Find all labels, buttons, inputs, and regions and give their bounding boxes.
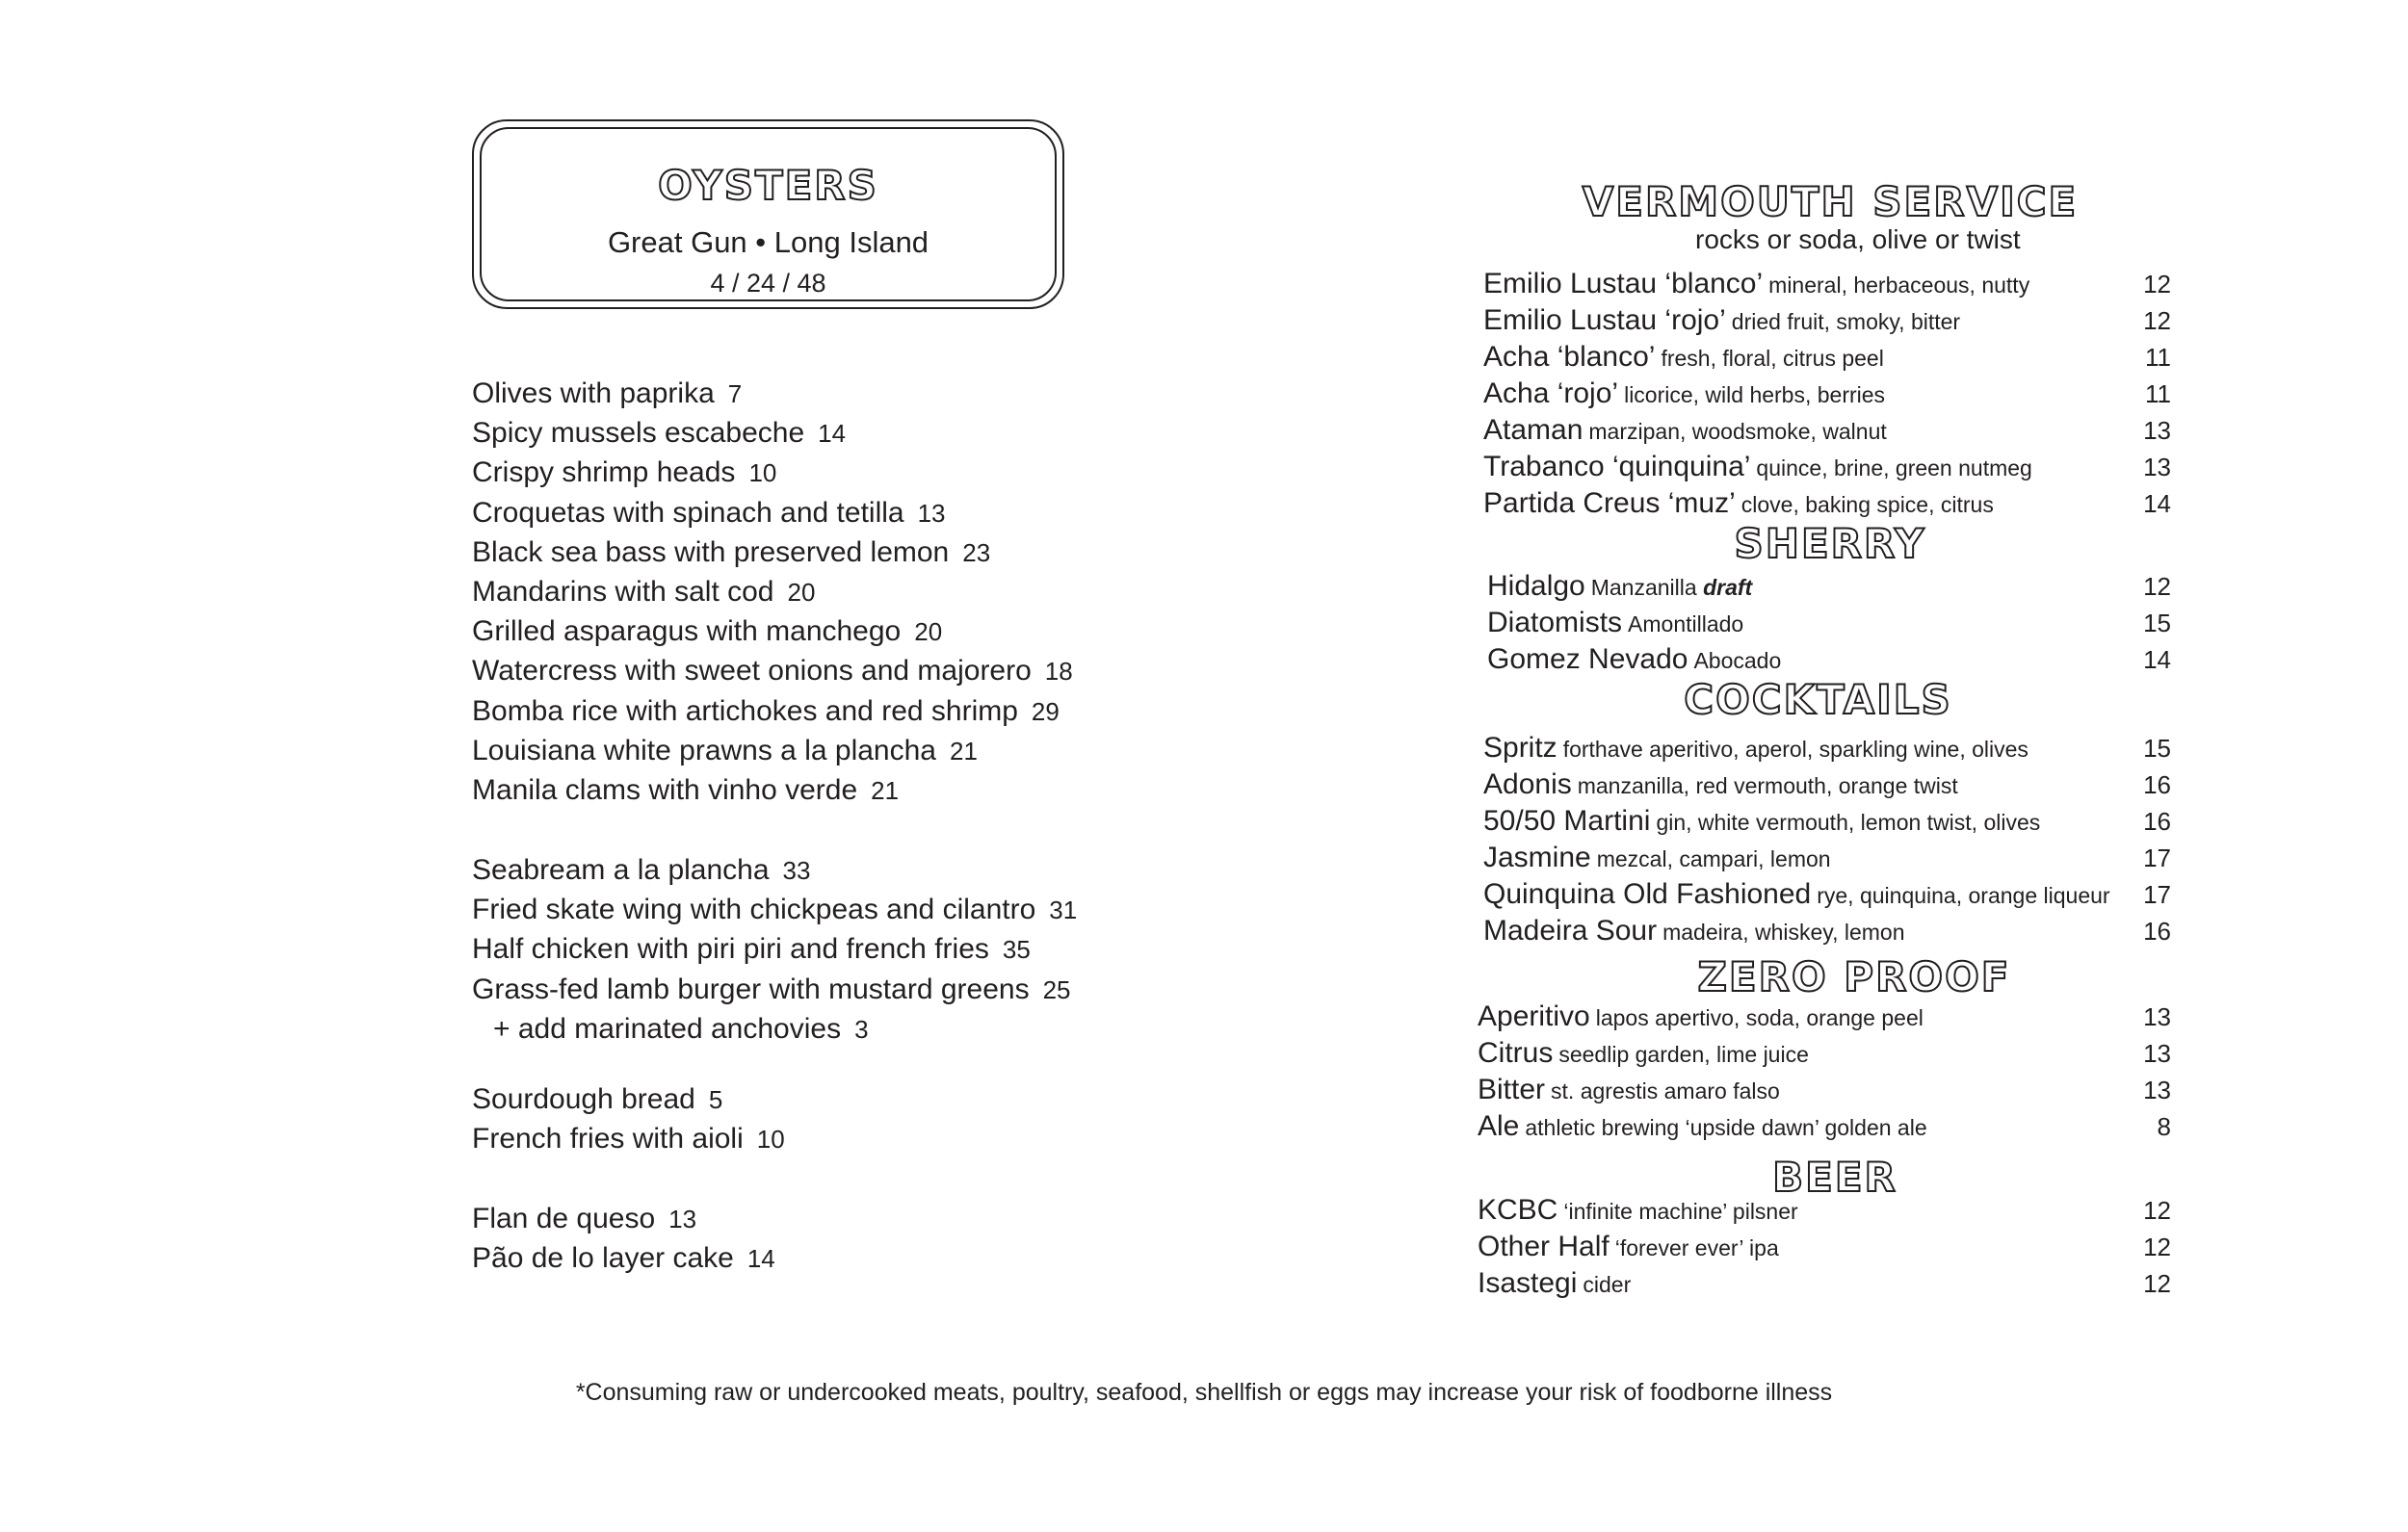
item-price: 18 (1044, 657, 1073, 687)
beer-title: BEER (1772, 1154, 1898, 1201)
list-item (472, 413, 1262, 453)
drink-price: 11 (2145, 379, 2171, 408)
drink-price: 17 (2143, 844, 2171, 872)
drink-description: mezcal, campari, lemon (1596, 846, 1831, 871)
list-item (1487, 568, 2177, 605)
list-item (472, 1199, 1262, 1238)
list-item (1478, 1192, 2177, 1229)
drink-price: 16 (2143, 807, 2171, 836)
list-item (472, 374, 1262, 413)
drink-price: 13 (2143, 1002, 2171, 1031)
drink-price: 16 (2143, 770, 2171, 799)
drink-description: athletic brewing ‘upside dawn’ golden ale (1525, 1115, 1927, 1140)
list-item (472, 691, 1262, 731)
vermouth-title: VERMOUTH SERVICE (1582, 178, 2079, 225)
list-item (1483, 266, 2177, 302)
item-price: 7 (727, 379, 743, 408)
drink-name: Adonis (1483, 768, 1572, 800)
drink-description: manzanilla, red vermouth, orange twist (1577, 773, 1958, 798)
list-item (472, 770, 1262, 810)
list-item (1478, 1035, 2177, 1072)
food-group-desserts (472, 1199, 1262, 1278)
list-item (1478, 1265, 2177, 1302)
item-price: 23 (962, 537, 991, 567)
drink-name: Diatomists (1487, 607, 1623, 638)
item-name: Mandarins with salt cod (472, 575, 774, 608)
item-name: Croquetas with spinach and tetilla (472, 496, 904, 529)
drink-description: rye, quinquina, orange liqueur (1817, 883, 2110, 908)
list-item (472, 970, 1262, 1009)
item-name: Bomba rice with artichokes and red shrimp (472, 694, 1018, 727)
beer-list (1478, 1192, 2177, 1302)
drink-name: Trabanco ‘quinquina’ (1483, 451, 1751, 482)
drink-price: 13 (2143, 416, 2171, 445)
list-item (472, 572, 1262, 611)
drink-price: 13 (2143, 1076, 2171, 1104)
vermouth-list (1483, 266, 2177, 522)
drink-price: 14 (2143, 489, 2171, 518)
drink-description: fresh, floral, citrus peel (1661, 346, 1884, 371)
drink-description: st. agrestis amaro falso (1551, 1078, 1780, 1104)
list-item (472, 611, 1262, 651)
drink-name: Partida Creus ‘muz’ (1483, 487, 1736, 519)
drink-price: 12 (2143, 270, 2171, 299)
list-item (1487, 641, 2177, 678)
food-group-large-plates (472, 850, 1262, 1049)
list-item (472, 532, 1262, 572)
list-item (1478, 999, 2177, 1035)
drink-price: 15 (2143, 609, 2171, 637)
footnote-disclaimer: *Consuming raw or undercooked meats, poultry, seafood, shellfish or eggs may increase your risk of foodborne illness (575, 1379, 1833, 1406)
item-price: 21 (871, 775, 900, 805)
drink-name: Madeira Sour (1483, 915, 1658, 947)
item-name: French fries with aioli (472, 1123, 744, 1155)
drink-name: Acha ‘blanco’ (1483, 341, 1656, 373)
drink-name: Hidalgo (1487, 570, 1585, 602)
item-price: 21 (949, 736, 978, 766)
drink-name: Quinquina Old Fashioned (1483, 878, 1812, 910)
drink-name: Spritz (1483, 732, 1557, 764)
drink-name: 50/50 Martini (1483, 805, 1651, 837)
drink-description: ‘infinite machine’ pilsner (1563, 1199, 1798, 1224)
zero-proof-list (1478, 999, 2177, 1145)
item-price: 29 (1031, 696, 1060, 726)
cocktails-list (1483, 730, 2177, 949)
item-price: 14 (818, 419, 847, 449)
item-name: Fried skate wing with chickpeas and cilantro (472, 894, 1036, 926)
drink-name: Other Half (1478, 1231, 1610, 1262)
list-item (1483, 376, 2177, 412)
drink-price: 12 (2143, 572, 2171, 601)
drink-description: cider (1583, 1272, 1632, 1297)
oysters-title: OYSTERS (658, 162, 878, 209)
drink-description: lapos apertivo, soda, orange peel (1595, 1005, 1924, 1030)
item-price: 3 (854, 1014, 869, 1044)
list-item (1483, 913, 2177, 949)
item-name: Grass-fed lamb burger with mustard greens (472, 973, 1030, 1005)
item-name: + add marinated anchovies (493, 1012, 842, 1045)
list-item (1483, 730, 2177, 766)
list-item (472, 1079, 1262, 1119)
drink-description: Manzanilla draft (1590, 575, 1753, 600)
item-price: 13 (917, 498, 946, 528)
drink-name: Bitter (1478, 1074, 1546, 1105)
list-item-addon (472, 1009, 1262, 1049)
list-item (1483, 876, 2177, 913)
zero-proof-title: ZERO PROOF (1697, 953, 2011, 1000)
item-price: 35 (1002, 935, 1031, 965)
item-price: 14 (746, 1244, 775, 1274)
drink-name: Jasmine (1483, 842, 1591, 873)
list-item (1478, 1072, 2177, 1108)
drink-description: forthave aperitivo, aperol, sparkling wine, olives (1562, 737, 2028, 762)
sherry-list (1487, 568, 2177, 678)
item-price: 25 (1042, 974, 1071, 1004)
drink-name: Ale (1478, 1110, 1520, 1142)
drink-description: Amontillado (1628, 611, 1744, 636)
drink-price: 15 (2143, 734, 2171, 763)
item-name: Crispy shrimp heads (472, 456, 736, 489)
food-group-small-plates (472, 374, 1262, 810)
list-item (1483, 840, 2177, 876)
drink-description: quince, brine, green nutmeg (1756, 455, 2032, 480)
drink-price: 17 (2143, 880, 2171, 909)
item-name: Manila clams with vinho verde (472, 773, 858, 806)
drink-description: seedlip garden, lime juice (1558, 1042, 1809, 1067)
list-item (1478, 1108, 2177, 1145)
item-price: 20 (787, 577, 816, 607)
drink-price: 13 (2143, 1039, 2171, 1068)
drink-price: 14 (2143, 645, 2171, 674)
item-name: Watercress with sweet onions and majorero (472, 655, 1032, 688)
drink-description: licorice, wild herbs, berries (1624, 382, 1886, 407)
list-item (1483, 339, 2177, 376)
drink-description: Abocado (1693, 648, 1782, 673)
list-item (1487, 605, 2177, 641)
drink-price: 12 (2143, 1269, 2171, 1298)
item-name: Spicy mussels escabeche (472, 417, 805, 450)
food-group-sides (472, 1079, 1262, 1158)
list-item (1483, 766, 2177, 803)
drink-description: clove, baking spice, citrus (1741, 492, 1994, 517)
drink-description: gin, white vermouth, lemon twist, olives (1656, 810, 2041, 835)
item-name: Seabream a la plancha (472, 854, 770, 886)
item-price: 33 (782, 856, 811, 885)
oysters-prices: 4 / 24 / 48 (710, 269, 826, 298)
drink-name: Citrus (1478, 1037, 1554, 1069)
list-item (1483, 412, 2177, 449)
list-item (1483, 803, 2177, 840)
item-name: Black sea bass with preserved lemon (472, 535, 950, 568)
drink-description: ‘forever ever’ ipa (1614, 1235, 1779, 1260)
item-name: Grilled asparagus with manchego (472, 615, 902, 648)
drink-price: 13 (2143, 453, 2171, 481)
list-item (472, 929, 1262, 969)
drink-price: 12 (2143, 1233, 2171, 1261)
drink-price: 16 (2143, 917, 2171, 946)
item-name: Flan de queso (472, 1203, 656, 1234)
list-item (1478, 1229, 2177, 1265)
drink-name: Acha ‘rojo’ (1483, 377, 1619, 409)
list-item (472, 890, 1262, 929)
list-item (472, 1238, 1262, 1278)
item-price: 10 (756, 1125, 785, 1155)
list-item (472, 1119, 1262, 1158)
list-item (472, 453, 1262, 492)
oysters-subtitle: Great Gun • Long Island (607, 225, 929, 259)
item-price: 10 (748, 458, 777, 488)
list-item (472, 850, 1262, 890)
list-item (1483, 449, 2177, 485)
item-price: 31 (1049, 896, 1078, 925)
drink-description: mineral, herbaceous, nutty (1768, 273, 2030, 298)
oysters-box (472, 119, 1064, 309)
drink-description: marzipan, woodsmoke, walnut (1588, 419, 1887, 444)
drink-name: Emilio Lustau ‘rojo’ (1483, 304, 1726, 336)
list-item (472, 651, 1262, 690)
oysters-box-inner-border (480, 127, 1057, 301)
list-item (1483, 302, 2177, 339)
drink-name: Emilio Lustau ‘blanco’ (1483, 268, 1764, 299)
drink-description: madeira, whiskey, lemon (1662, 920, 1905, 945)
drink-name: Gomez Nevado (1487, 643, 1688, 675)
drink-price: 11 (2145, 343, 2171, 372)
item-name: Pão de lo layer cake (472, 1242, 734, 1275)
drink-price: 8 (2157, 1112, 2171, 1141)
drink-name: Ataman (1483, 414, 1584, 446)
list-item (472, 731, 1262, 770)
drink-price: 12 (2143, 1196, 2171, 1225)
drink-name: Aperitivo (1478, 1000, 1590, 1032)
list-item (472, 493, 1262, 532)
item-price: 20 (914, 617, 943, 647)
item-name: Louisiana white prawns a la plancha (472, 734, 936, 766)
drink-name: Isastegi (1478, 1267, 1578, 1299)
sherry-title: SHERRY (1734, 520, 1926, 567)
vermouth-subtitle: rocks or soda, olive or twist (1695, 224, 2021, 254)
cocktails-title: COCKTAILS (1684, 676, 1952, 723)
drink-name: KCBC (1478, 1194, 1558, 1226)
item-name: Half chicken with piri piri and french fries (472, 933, 989, 966)
drink-description: dried fruit, smoky, bitter (1731, 309, 1961, 334)
item-price: 5 (708, 1085, 723, 1114)
list-item (1483, 485, 2177, 522)
item-price: 13 (668, 1205, 697, 1233)
drink-price: 12 (2143, 306, 2171, 335)
item-name: Sourdough bread (472, 1083, 695, 1115)
item-name: Olives with paprika (472, 377, 715, 409)
draft-tag: draft (1703, 575, 1753, 600)
